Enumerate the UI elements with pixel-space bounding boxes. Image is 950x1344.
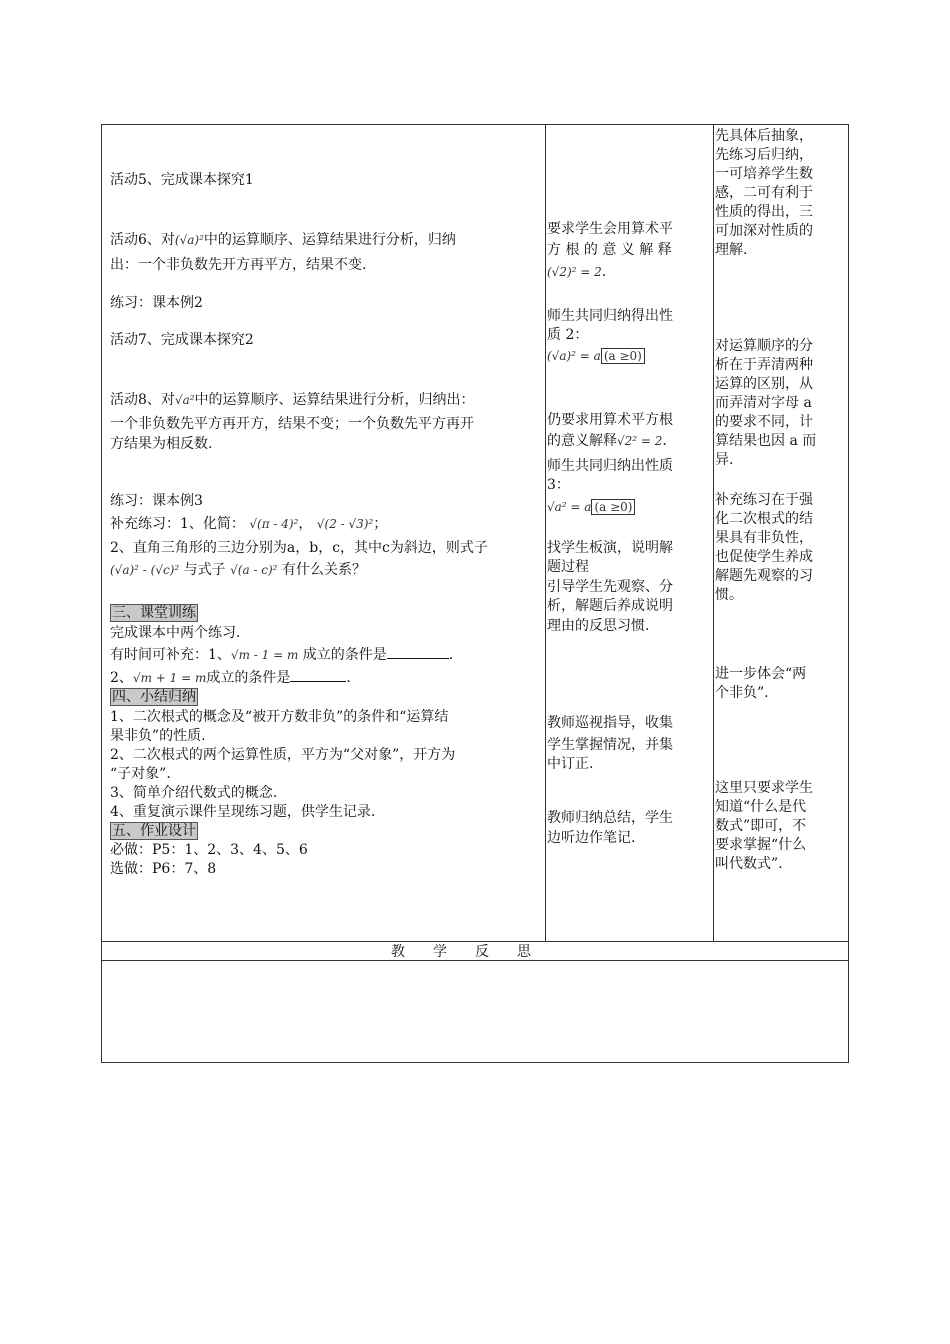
summary-2a: 2、二次根式的两个运算性质，平方为“父对象”，开方为 bbox=[110, 747, 456, 763]
math-2-minus-sqrt3: √(2 - √3)² bbox=[316, 517, 374, 531]
section-5-heading: 五、作业设计 bbox=[112, 823, 196, 839]
mid-note-6c: 中订正. bbox=[547, 756, 594, 772]
practice-3: 练习：课本例3 bbox=[110, 493, 203, 509]
right-note-1: 先具体后抽象， 先练习后归纳， 一可培养学生数 感，二可有利于 性质的得出，三 可加深对性质的 理解. bbox=[715, 128, 813, 258]
lesson-plan-table bbox=[101, 124, 849, 1063]
right-note-5: 这里只要求学生 知道“什么是代 数式”即可，不 要求掌握“什么 叫代数式”. bbox=[715, 780, 813, 872]
right-note-4: 进一步体会“两 个非负”. bbox=[715, 666, 807, 701]
summary-1b: 果非负”的性质. bbox=[110, 728, 206, 744]
answer-blank-1[interactable] bbox=[387, 645, 449, 659]
teaching-reflection-title: 教学反思 bbox=[391, 944, 559, 960]
mid-note-2b: 质 2： bbox=[547, 327, 589, 343]
column-divider-2 bbox=[713, 125, 714, 942]
activity-8-line3: 方结果为相反数. bbox=[110, 436, 213, 452]
mid-note-3a: 仍要求用算术平方根 bbox=[547, 412, 673, 428]
math-sqrt-a-squared: (√a)² bbox=[174, 233, 204, 247]
column-divider-1 bbox=[545, 125, 546, 942]
condition-box-2: (a ≥0) bbox=[601, 348, 645, 364]
homework-optional: 选做：P6：7、8 bbox=[110, 861, 217, 877]
summary-4: 4、重复演示课件呈现练习题，供学生记录. bbox=[110, 804, 376, 820]
math-sqrt-2-squared: √2² = 2 bbox=[617, 434, 663, 448]
mid-math-sqrt2-squared: (√2)² = 2. bbox=[547, 264, 607, 280]
mid-property-2: (√a)² = a (a ≥0) bbox=[547, 347, 645, 366]
activity-6-line2: 出：一个非负数先开方再平方，结果不变. bbox=[110, 257, 367, 273]
mid-note-5d: 析，解题后养成说明 bbox=[547, 598, 673, 614]
activity-7: 活动7、完成课本探究2 bbox=[110, 332, 254, 348]
math-sqrt-a2: √a² bbox=[174, 393, 195, 407]
mid-note-3b: 的意义解释√2² = 2. bbox=[547, 433, 667, 449]
section-3-heading: 三、课堂训练 bbox=[112, 605, 196, 621]
question-2-line1: 2、直角三角形的三边分别为a，b，c，其中c为斜边，则式子 bbox=[110, 540, 488, 556]
section-3-line3: 2、√m + 1 = m成立的条件是 . bbox=[110, 670, 351, 686]
homework-required: 必做：P5：1、2、3、4、5、6 bbox=[110, 842, 308, 858]
mid-note-6b: 学生掌握情况，并集 bbox=[547, 737, 673, 753]
mid-note-5a: 找学生板演，说明解 bbox=[547, 540, 673, 556]
math-m-minus-1: √m - 1 = m bbox=[230, 648, 299, 662]
summary-3: 3、简单介绍代数式的概念. bbox=[110, 785, 278, 801]
math-pi-minus-4: √(π - 4)² bbox=[249, 517, 299, 531]
mid-note-4a: 师生共同归纳出性质 bbox=[547, 458, 673, 474]
mid-note-5b: 题过程 bbox=[547, 559, 589, 575]
math-a-minus-c: √(a - c)² bbox=[230, 563, 278, 577]
mid-note-7a: 教师归纳总结，学生 bbox=[547, 810, 673, 826]
section-3-line2: 有时间可补充：1、√m - 1 = m 成立的条件是 . bbox=[110, 647, 454, 663]
answer-blank-2[interactable] bbox=[290, 668, 346, 682]
mid-note-1a: 要求学生会用算术平 bbox=[547, 221, 673, 237]
section-3-line1: 完成课本中两个练习. bbox=[110, 625, 241, 641]
activity-6-line1: 活动6、对(√a)²中的运算顺序、运算结果进行分析，归纳 bbox=[110, 232, 456, 248]
question-2-line2: (√a)² - (√c)² 与式子 √(a - c)² 有什么关系？ bbox=[110, 562, 366, 578]
mid-note-6a: 教师巡视指导，收集 bbox=[547, 715, 673, 731]
condition-box-3: (a ≥0) bbox=[591, 499, 635, 515]
right-note-2: 对运算顺序的分 析在于弄清两种 运算的区别，从 而弄清对字母 a 的要求不同，计 算结果也因 a 而 异. bbox=[715, 338, 817, 468]
mid-note-7b: 边听边作笔记. bbox=[547, 830, 636, 846]
supplement-line: 补充练习：1、化简： √(π - 4)²， √(2 - √3)²； bbox=[110, 516, 388, 532]
mid-note-5c: 引导学生先观察、分 bbox=[547, 579, 673, 595]
mid-property-3: √a² = a (a ≥0) bbox=[547, 498, 635, 517]
mid-note-2a: 师生共同归纳得出性 bbox=[547, 308, 673, 324]
mid-note-5e: 理由的反思习惯. bbox=[547, 618, 650, 634]
activity-5: 活动5、完成课本探究1 bbox=[110, 172, 254, 188]
row-divider-1 bbox=[102, 941, 848, 942]
teaching-reflection-area[interactable] bbox=[102, 961, 848, 1062]
section-4-heading: 四、小结归纳 bbox=[112, 689, 196, 705]
mid-note-4b: 3： bbox=[547, 477, 570, 493]
activity-8-line2: 一个非负数先平方再开方，结果不变；一个负数先平方再开 bbox=[110, 416, 474, 432]
activity-8-line1: 活动8、对√a²中的运算顺序、运算结果进行分析，归纳出： bbox=[110, 392, 475, 408]
math-m-plus-1: √m + 1 = m bbox=[132, 671, 207, 685]
practice-2: 练习：课本例2 bbox=[110, 295, 203, 311]
right-note-3: 补充练习在于强 化二次根式的结 果具有非负性， 也促使学生养成 解题先观察的习 惯。 bbox=[715, 492, 813, 603]
mid-note-1b: 方 根 的 意 义 解 释 bbox=[547, 242, 672, 258]
math-difference: (√a)² - (√c)² bbox=[110, 563, 180, 577]
summary-1a: 1、二次根式的概念及“被开方数非负”的条件和“运算结 bbox=[110, 709, 449, 725]
summary-2b: “子对象”. bbox=[110, 766, 171, 782]
